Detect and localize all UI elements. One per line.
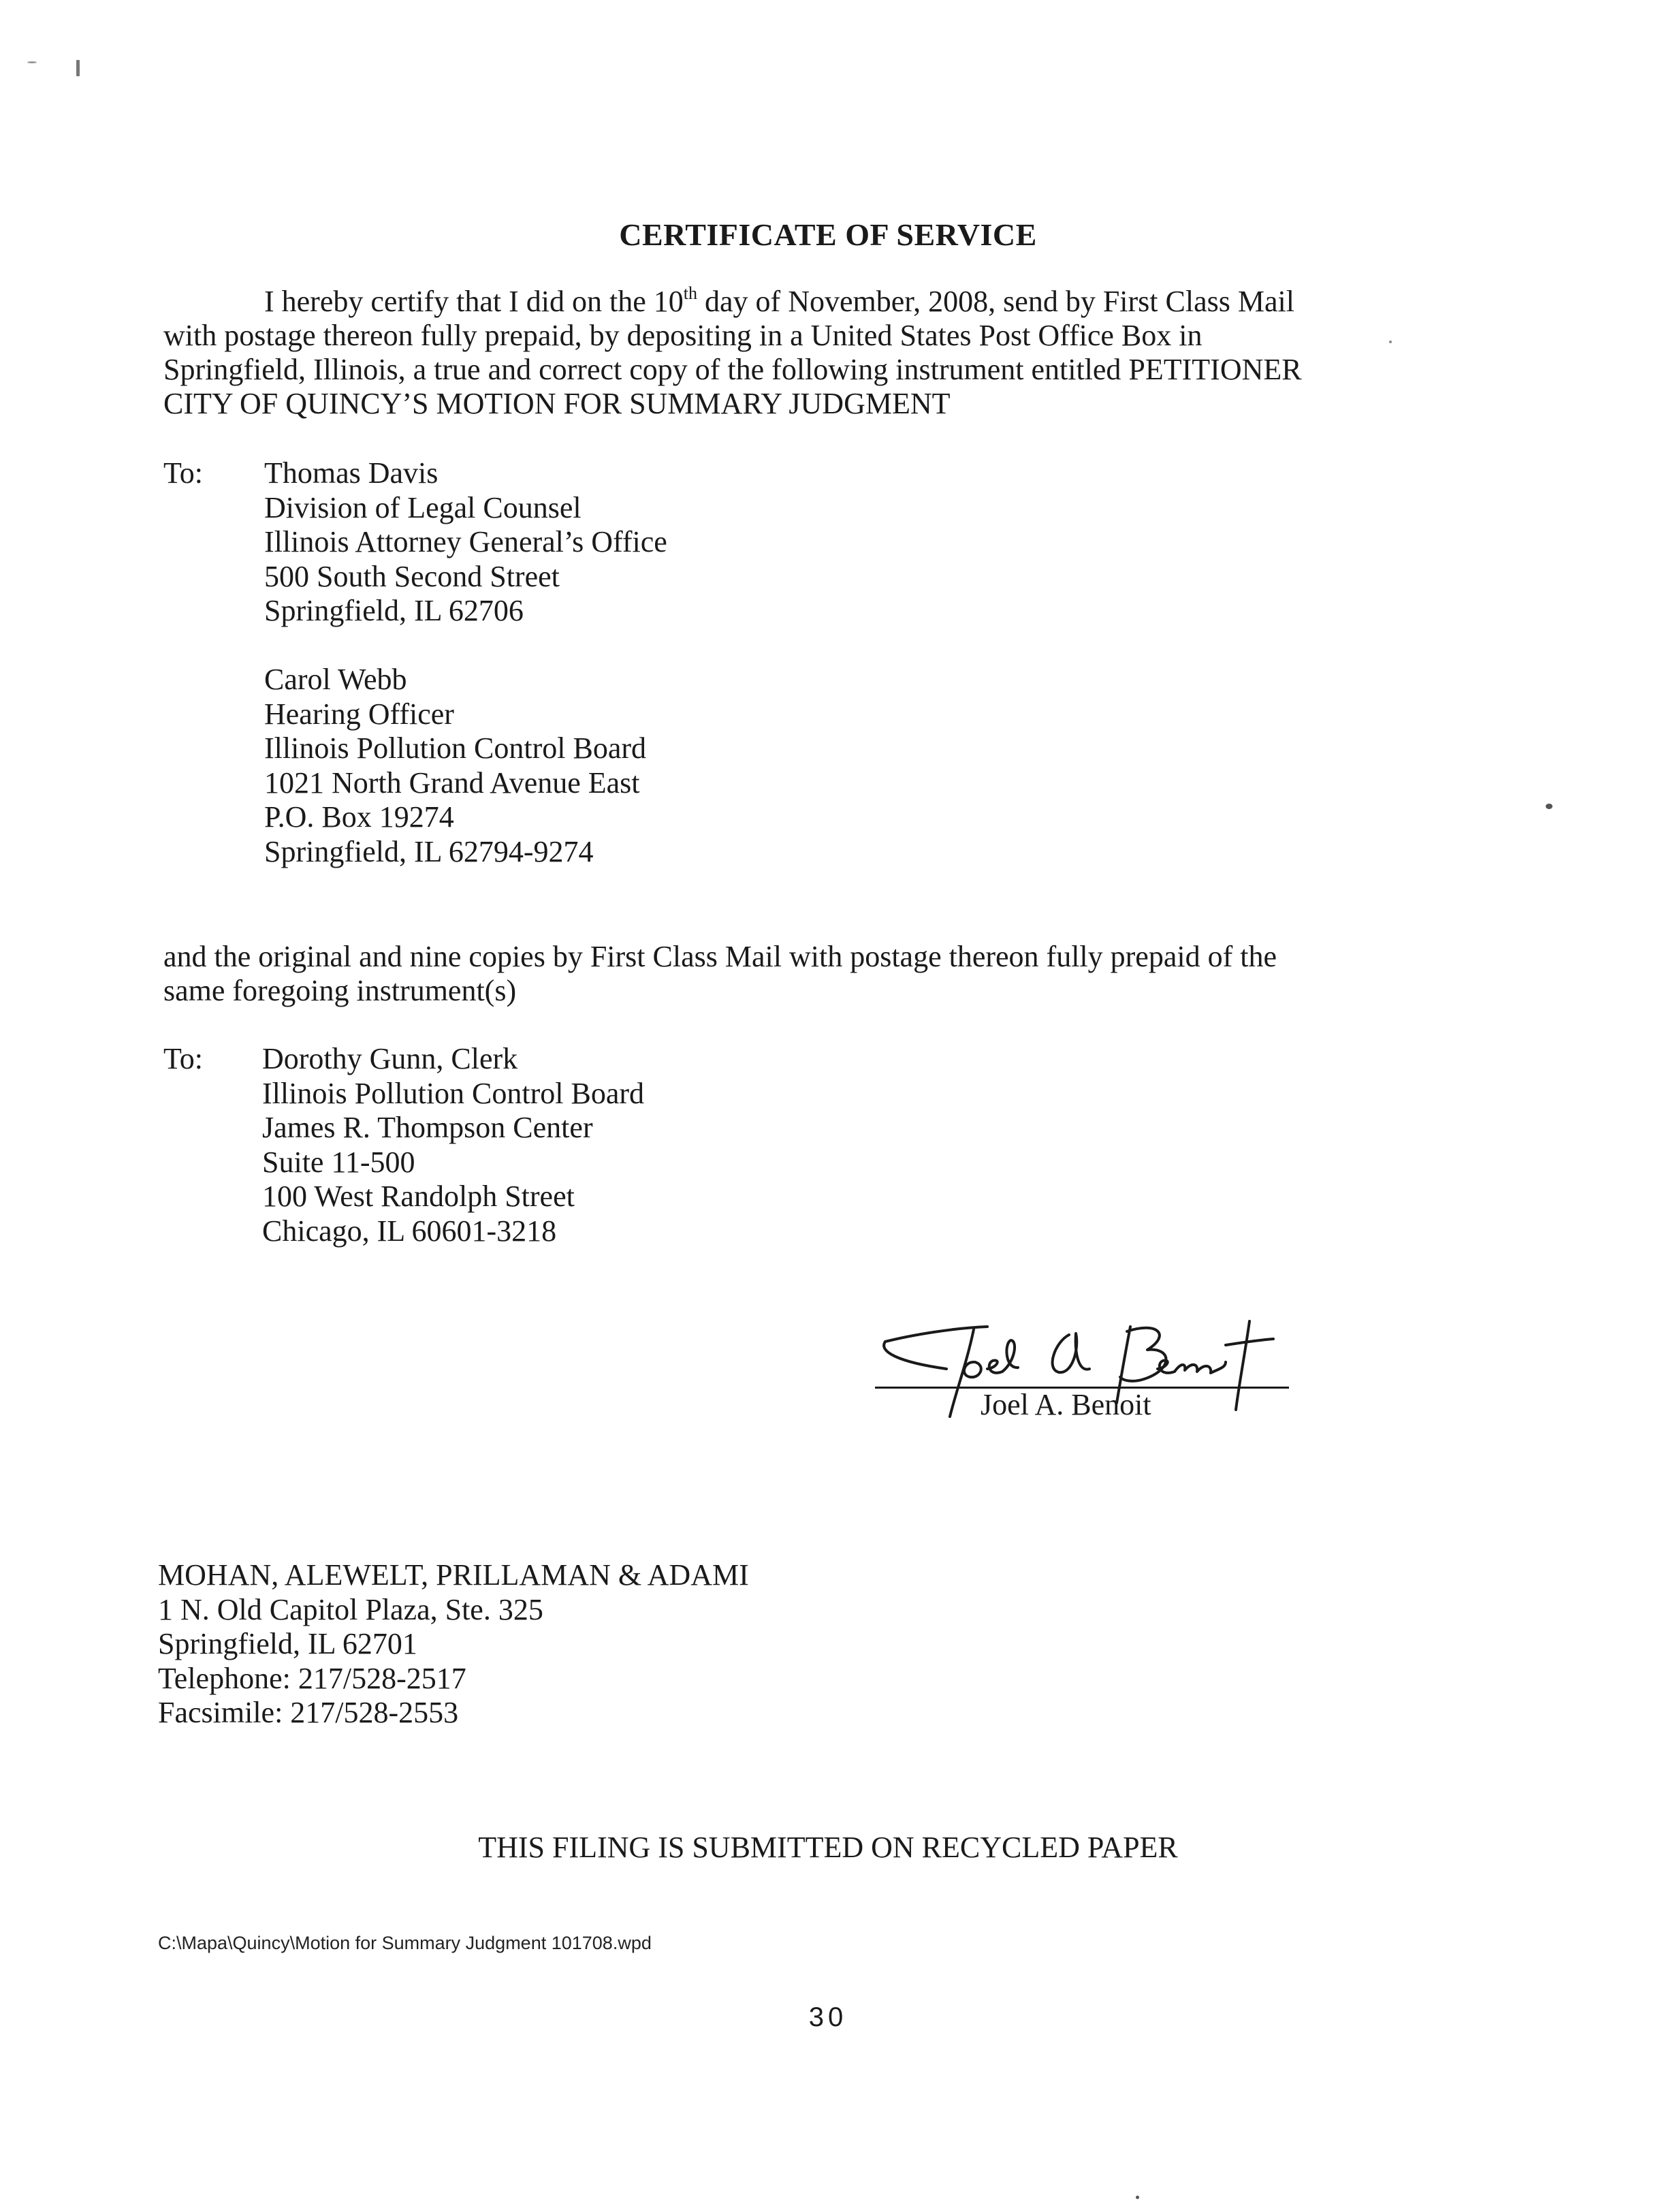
paragraph-line: and the original and nine copies by First Class Mail with postage thereon fully prepaid of the: [163, 940, 1277, 973]
address-line: 1021 North Grand Avenue East: [264, 765, 640, 800]
certification-line-1: I hereby certify that I did on the 10th day of November, 2008, send by First Class Mail: [264, 283, 1294, 318]
page-title: CERTIFICATE OF SERVICE: [619, 217, 1037, 252]
original-copies-paragraph: [163, 940, 1277, 1008]
scan-speck: [1389, 341, 1392, 343]
certification-paragraph: [163, 285, 1302, 421]
address-line: Carol Webb: [264, 663, 407, 696]
recipient-address-3: [262, 1042, 644, 1248]
address-line: Illinois Pollution Control Board: [262, 1076, 645, 1110]
file-path: C:\Mapa\Quincy\Motion for Summary Judgment 101708.wpd: [158, 1933, 652, 1953]
certification-line-4: CITY OF QUINCY’S MOTION FOR SUMMARY JUDGMENT: [163, 387, 951, 420]
address-line: Illinois Pollution Control Board: [264, 731, 647, 765]
signer-printed-name: Joel A. Benoit: [981, 1388, 1151, 1421]
scan-speck: [27, 61, 37, 63]
recycled-paper-notice: THIS FILING IS SUBMITTED ON RECYCLED PAPER: [478, 1831, 1178, 1864]
firm-name: MOHAN, ALEWELT, PRILLAMAN & ADAMI: [158, 1558, 749, 1592]
page-number: 30: [808, 2002, 848, 2032]
scan-speck: [1136, 2196, 1139, 2199]
address-line: Hearing Officer: [264, 697, 454, 731]
address-line: James R. Thompson Center: [262, 1111, 593, 1144]
address-line: Illinois Attorney General’s Office: [264, 525, 667, 558]
firm-telephone: Telephone: 217/528-2517: [158, 1661, 466, 1695]
certification-line-3: Springfield, Illinois, a true and correct copy of the following instrument entitled PETITIONER: [163, 353, 1302, 386]
address-line: Thomas Davis: [264, 456, 439, 490]
address-line: 500 South Second Street: [264, 559, 560, 593]
address-line: Division of Legal Counsel: [264, 490, 582, 524]
address-line: Springfield, IL 62706: [264, 594, 524, 627]
address-line: Suite 11-500: [262, 1145, 415, 1179]
recipient-address-1: [264, 456, 667, 629]
address-line: Chicago, IL 60601-3218: [262, 1214, 557, 1248]
recipient-address-2: [264, 663, 646, 869]
address-line: 100 West Randolph Street: [262, 1180, 575, 1213]
firm-address: 1 N. Old Capitol Plaza, Ste. 325: [158, 1592, 543, 1626]
scan-speck: [1546, 804, 1552, 809]
firm-city: Springfield, IL 62701: [158, 1627, 417, 1660]
law-firm-block: [158, 1558, 749, 1731]
scan-speck: [76, 60, 80, 76]
address-line: P.O. Box 19274: [264, 800, 454, 834]
address-line: Springfield, IL 62794-9274: [264, 834, 594, 868]
firm-facsimile: Facsimile: 217/528-2553: [158, 1696, 459, 1729]
address-line: Dorothy Gunn, Clerk: [262, 1042, 518, 1075]
to-label: To:: [163, 456, 204, 490]
paragraph-line: same foregoing instrument(s): [163, 974, 517, 1007]
certification-line-2: with postage thereon fully prepaid, by depositing in a United States Post Office Box in: [163, 319, 1203, 352]
to-label: To:: [163, 1042, 204, 1075]
